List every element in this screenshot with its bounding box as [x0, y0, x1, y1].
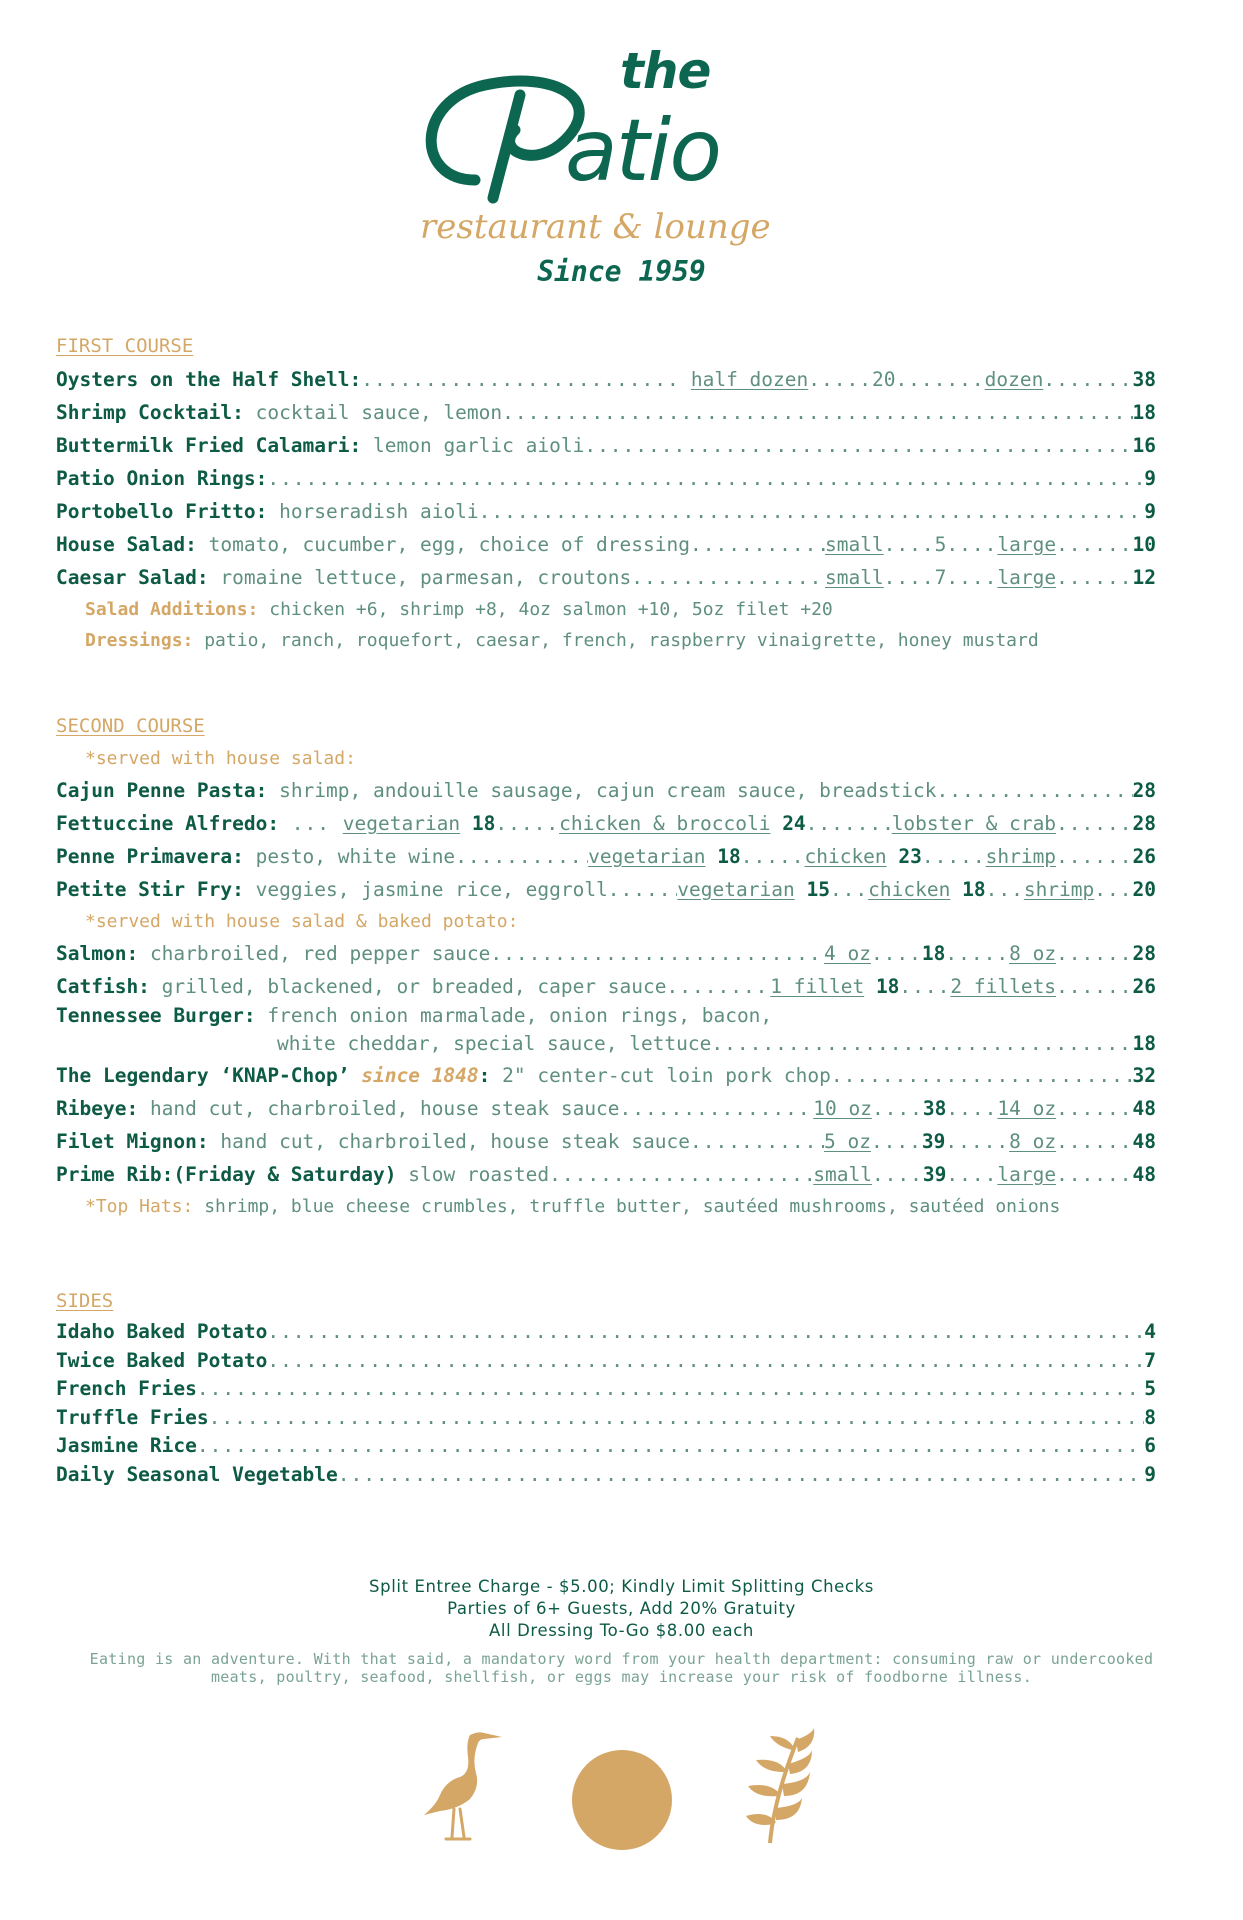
top-hats-text: shrimp, blue cheese crumbles, truffle butter, sautéed mushrooms, sautéed onions — [204, 1196, 1061, 1217]
dot-leader — [711, 1029, 1132, 1059]
dressings-label: Dressings: — [85, 630, 194, 651]
item-description: french onion marmalade, onion rings, bacon, — [267, 1004, 773, 1027]
item-description: charbroiled, red pepper sauce — [149, 942, 491, 965]
option-label: large — [997, 533, 1057, 556]
menu-item-fettuccine: Fettuccine Alfredo: ... vegetarian 18 ..... chicken & broccoli 24 ..... lobster & crab ...... 28 — [56, 807, 1156, 840]
option-price: 18 — [717, 845, 741, 868]
option-label: large — [997, 1163, 1057, 1186]
side-item — [56, 1347, 1156, 1376]
item-description: romaine lettuce, parmesan, croutons — [220, 566, 632, 589]
option-label: 8 oz — [1009, 1130, 1057, 1153]
dot-leader — [620, 1092, 814, 1125]
option-label: half dozen — [690, 368, 809, 391]
option-label: 14 oz — [997, 1097, 1057, 1120]
dot-leader — [584, 429, 1132, 462]
option-price: 18 — [921, 942, 946, 965]
item-price: 28 — [1132, 812, 1156, 835]
since-1848: since 1848 — [361, 1064, 479, 1087]
top-hats-label: *Top Hats: — [85, 1196, 194, 1217]
item-price: 18 — [1132, 1032, 1156, 1055]
option-label: 1 fillet — [770, 975, 865, 998]
dot-leader — [267, 462, 1144, 495]
dot-leader — [267, 1347, 1144, 1376]
dot-leader — [690, 1125, 824, 1158]
menu-item-burger — [56, 1003, 1156, 1029]
side-item — [56, 1461, 1156, 1490]
item-price: 7 — [1144, 1348, 1156, 1372]
item-price: 9 — [1144, 1462, 1156, 1486]
item-name: The Legendary ‘KNAP-Chop’ — [56, 1064, 350, 1087]
salad-additions — [56, 594, 1156, 625]
split-charge-note: Split Entree Charge - $5.00; Kindly Limit Splitting Checks — [369, 1577, 874, 1596]
item-name: Ribeye: — [56, 1097, 139, 1120]
item-name: Daily Seasonal Vegetable — [56, 1462, 338, 1486]
item-price: 20 — [1132, 878, 1156, 901]
restaurant-logo — [415, 40, 835, 260]
item-price: 48 — [1132, 1097, 1156, 1120]
sun-icon — [570, 1748, 674, 1852]
side-item — [56, 1318, 1156, 1347]
item-name: Patio Onion Rings: — [56, 467, 268, 490]
item-price: 10 — [1132, 533, 1156, 556]
dot-leader — [197, 1432, 1144, 1461]
dot-leader — [667, 970, 771, 1003]
option-label: vegetarian — [677, 878, 795, 901]
side-item — [56, 1404, 1156, 1433]
option-label: small — [824, 533, 884, 556]
dot-leader — [608, 873, 678, 906]
option-label: dozen — [984, 368, 1044, 391]
menu-item-cajun-penne — [56, 774, 1156, 807]
item-name: Salmon: — [56, 942, 139, 965]
item-name: Fettuccine Alfredo: — [56, 812, 280, 835]
dot-leader — [479, 495, 1145, 528]
item-description: slow roasted — [408, 1163, 550, 1186]
menu-item-salmon: Salmon: charbroiled, red pepper sauce ..... 4 oz .... 18 ..... 8 oz ...... 28 — [56, 937, 1156, 970]
item-price: 12 — [1132, 566, 1156, 589]
item-description: cocktail sauce, lemon — [255, 401, 503, 424]
dressings-text: patio, ranch, roquefort, caesar, french, raspberry vinaigrette, honey mustard — [204, 630, 1039, 651]
item-description: pesto, white wine — [255, 845, 456, 868]
option-label: large — [997, 566, 1057, 589]
option-price: 39 — [921, 1130, 946, 1153]
menu-item-ribeye: Ribeye: hand cut, charbroiled, house steak sauce ..... 10 oz .... 38 .... 14 oz ...... 48 — [56, 1092, 1156, 1125]
item-description: grilled, blackened, or breaded, caper sauce — [161, 975, 667, 998]
option-label: chicken — [804, 845, 887, 868]
menu-item-knap-chop — [56, 1059, 1156, 1092]
dot-leader — [806, 807, 892, 840]
dot-leader — [831, 1059, 1133, 1092]
option-price: 7 — [934, 566, 947, 589]
dot-leader — [361, 363, 678, 396]
option-label: 8 oz — [1009, 942, 1057, 965]
item-name: House Salad: — [56, 533, 197, 556]
item-price: 9 — [1144, 500, 1156, 523]
menu-item-onion-rings — [56, 462, 1156, 495]
item-name: Oysters on the Half Shell: — [56, 368, 362, 391]
option-label: lobster & crab — [891, 812, 1057, 835]
item-price: 32 — [1132, 1064, 1156, 1087]
option-label: vegetarian — [342, 812, 461, 835]
option-price: 39 — [922, 1163, 947, 1186]
item-price: 5 — [1144, 1377, 1156, 1400]
dot-leader — [455, 840, 588, 873]
menu-item-penne-primavera: Penne Primavera: pesto, white wine ..... vegetarian 18 ..... chicken 23 ..... shrimp ...... 26 — [56, 840, 1156, 873]
item-price: 28 — [1132, 779, 1156, 802]
logo-wordmark — [415, 40, 835, 260]
item-name: Prime Rib:(Friday & Saturday) — [56, 1163, 397, 1186]
option-price: 20 — [871, 368, 896, 391]
second-course-title: SECOND COURSE — [56, 715, 205, 737]
item-name: Cajun Penne Pasta: — [56, 779, 268, 802]
item-price: 48 — [1132, 1163, 1156, 1186]
item-name: Tennessee Burger: — [56, 1004, 256, 1027]
dot-leader — [197, 1375, 1144, 1404]
item-name: Catfish: — [56, 975, 150, 998]
second-course-section — [56, 715, 1156, 1222]
menu-item-house-salad: House Salad: tomato, cucumber, egg, choice of dressing ..... small .... 5 .... large ...... 10 — [56, 528, 1156, 561]
item-description: hand cut, charbroiled, house steak sauce — [149, 1097, 620, 1120]
menu-item-filet-mignon: Filet Mignon: hand cut, charbroiled, house steak sauce ..... 5 oz .... 39 ..... 8 oz ...... 48 — [56, 1125, 1156, 1158]
dot-leader — [631, 561, 825, 594]
menu-item-portobello — [56, 495, 1156, 528]
item-name: Penne Primavera: — [56, 845, 244, 868]
item-price: 26 — [1132, 845, 1156, 868]
health-warning: Eating is an adventure. With that said, a mandatory word from your health department: consuming raw or undercooked meats, poultry, seafood, shellfish, or eggs may increase your risk of foodborne illness. — [89, 1650, 1154, 1686]
side-item — [56, 1375, 1156, 1404]
menu-item-prime-rib: Prime Rib:(Friday & Saturday) slow roasted ..... small .... 39 .... large ...... 48 — [56, 1158, 1156, 1191]
option-label: 5 oz — [823, 1130, 871, 1153]
item-price: 9 — [1144, 467, 1156, 490]
dot-leader — [209, 1404, 1145, 1433]
item-name: Truffle Fries — [56, 1405, 209, 1429]
menu-item-burger-cont — [56, 1029, 1156, 1059]
dot-leader — [502, 396, 1132, 429]
svg-text:restaurant & lounge: restaurant & lounge — [420, 207, 771, 247]
item-price: 26 — [1132, 975, 1156, 998]
option-price: 24 — [782, 812, 806, 835]
dot-leader — [490, 937, 824, 970]
since-year: Since 1959 — [537, 255, 706, 288]
item-description: veggies, jasmine rice, eggroll — [255, 878, 608, 901]
option-price: 23 — [898, 845, 922, 868]
dot-leader — [690, 528, 825, 561]
leaf-branch-icon — [740, 1728, 820, 1848]
item-name: Portobello Fritto: — [56, 500, 268, 523]
item-price: 38 — [1132, 368, 1156, 391]
menu-item-stir-fry: Petite Stir Fry: veggies, jasmine rice, eggroll ..... vegetarian 15 ... chicken 18 ... shrimp ... 20 — [56, 873, 1156, 906]
menu-item-oysters: Oysters on the Half Shell: ..... half dozen ..... 20 ....... dozen ....... 38 — [56, 363, 1156, 396]
salad-additions-label: Salad Additions: — [85, 599, 259, 620]
item-price: 8 — [1144, 1405, 1156, 1429]
item-price: 16 — [1132, 434, 1156, 457]
item-description: horseradish aioli — [279, 500, 479, 523]
svg-text:atio: atio — [565, 101, 720, 201]
dot-leader — [338, 1461, 1144, 1490]
dot-leader — [549, 1158, 813, 1191]
item-description: shrimp, andouille sausage, cajun cream sauce, breadstick — [279, 779, 937, 802]
item-name: Caesar Salad: — [56, 566, 209, 589]
option-price: 38 — [922, 1097, 947, 1120]
item-name: Filet Mignon: — [56, 1130, 209, 1153]
option-price: 18 — [962, 878, 986, 901]
option-price: 5 — [934, 533, 947, 556]
option-label: small — [813, 1163, 872, 1186]
item-name: Twice Baked Potato — [56, 1348, 268, 1372]
svg-text:the: the — [620, 42, 711, 100]
item-name: Shrimp Cocktail: — [56, 401, 244, 424]
side-item — [56, 1432, 1156, 1461]
item-description: hand cut, charbroiled, house steak sauce — [220, 1130, 690, 1153]
dot-leader — [267, 1318, 1144, 1347]
served-with-potato-note: *served with house salad & baked potato: — [85, 911, 519, 932]
top-hats — [56, 1191, 1156, 1222]
item-description: lemon garlic aioli — [373, 434, 585, 457]
item-name: Buttermilk Fried Calamari: — [56, 434, 362, 457]
dressing-to-go-note: All Dressing To-Go $8.00 each — [489, 1621, 754, 1640]
policy-notes — [0, 1576, 1243, 1642]
item-price: 4 — [1144, 1320, 1156, 1343]
option-label: shrimp — [985, 845, 1057, 868]
item-price: 28 — [1132, 942, 1156, 965]
option-label: small — [824, 566, 884, 589]
option-label: 10 oz — [813, 1097, 872, 1120]
item-description: tomato, cucumber, egg, choice of dressing — [208, 533, 690, 556]
first-course-section — [56, 335, 1156, 656]
item-name: Petite Stir Fry: — [56, 878, 244, 901]
sides-section — [56, 1290, 1156, 1489]
option-label: 4 oz — [823, 942, 871, 965]
option-label: chicken & broccoli — [559, 812, 771, 835]
item-name: Idaho Baked Potato — [56, 1320, 268, 1343]
first-course-title: FIRST COURSE — [56, 335, 194, 357]
item-description: 2" center-cut loin pork chop — [502, 1064, 831, 1087]
item-price: 48 — [1132, 1130, 1156, 1153]
item-price: 6 — [1144, 1434, 1156, 1457]
item-name: French Fries — [56, 1377, 197, 1400]
dressings — [56, 625, 1156, 656]
item-description: white cheddar, special sauce, lettuce — [277, 1032, 712, 1055]
menu-item-calamari — [56, 429, 1156, 462]
menu-item-catfish: Catfish: grilled, blackened, or breaded, caper sauce ..... 1 fillet 18 .... 2 fillets ...... 26 — [56, 970, 1156, 1003]
footer-ornaments — [400, 1720, 840, 1860]
item-name: Jasmine Rice — [56, 1434, 197, 1457]
item-price: 18 — [1132, 401, 1156, 424]
menu-item-caesar-salad: Caesar Salad: romaine lettuce, parmesan, croutons ..... small .... 7 .... large ...... 12 — [56, 561, 1156, 594]
heron-icon — [410, 1725, 510, 1845]
option-price: 18 — [875, 975, 900, 998]
dot-leader — [937, 774, 1133, 807]
option-price: 15 — [806, 878, 830, 901]
sides-title: SIDES — [56, 1290, 114, 1312]
item-colon: : — [478, 1064, 491, 1087]
served-with-salad-note: *served with house salad: — [85, 748, 356, 769]
gratuity-note: Parties of 6+ Guests, Add 20% Gratuity — [447, 1599, 796, 1618]
option-label: vegetarian — [588, 845, 706, 868]
menu-item-shrimp-cocktail — [56, 396, 1156, 429]
option-price: 18 — [471, 812, 496, 835]
salad-additions-text: chicken +6, shrimp +8, 4oz salmon +10, 5oz filet +20 — [269, 599, 833, 620]
option-label: chicken — [868, 878, 951, 901]
option-label: shrimp — [1023, 878, 1095, 901]
option-label: 2 fillets — [950, 975, 1057, 998]
